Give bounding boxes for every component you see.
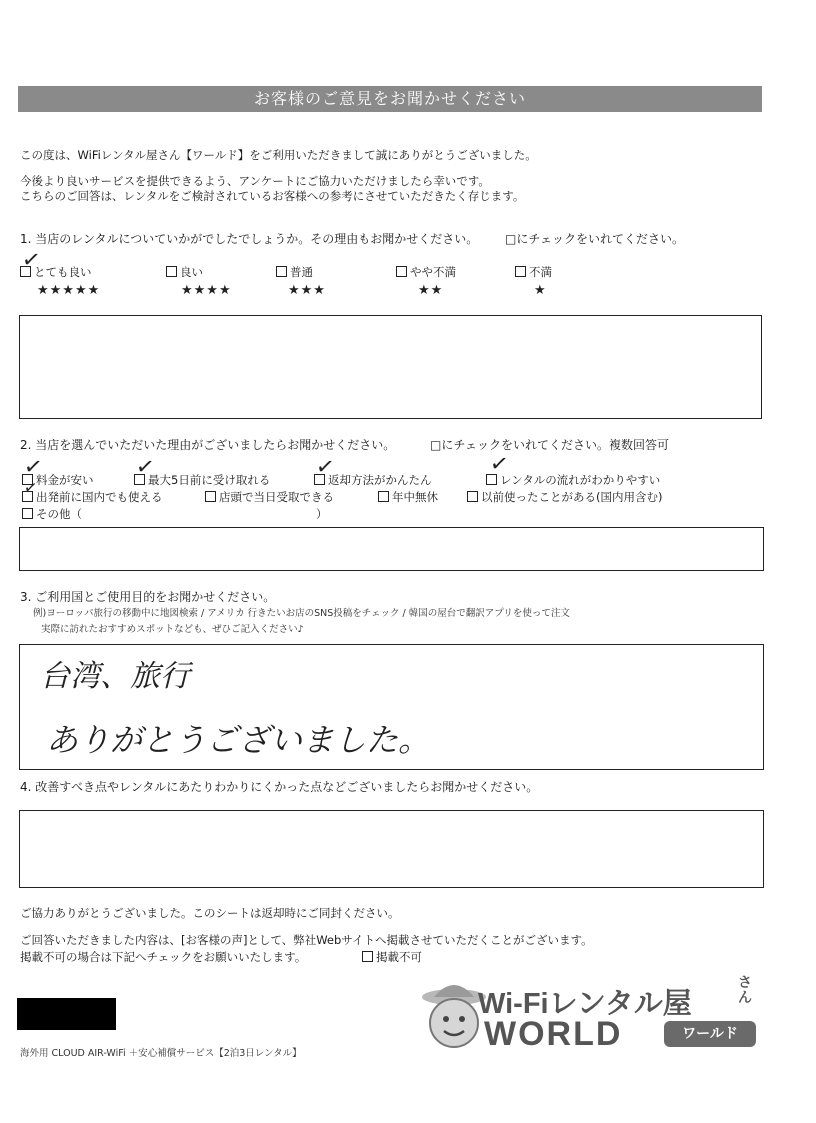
- q2-option-domestic[interactable]: 出発前に国内でも使える: [22, 490, 163, 504]
- checkbox[interactable]: [378, 491, 389, 502]
- checkbox[interactable]: [205, 491, 216, 502]
- footer-publish-note-2: 掲載不可の場合は下記へチェックをお願いいたします。: [20, 950, 307, 964]
- q2-instruction: □にチェックをいれてください。複数回答可: [430, 438, 669, 452]
- intro-line-3: こちらのご回答は、レンタルをご検討されているお客様への参考にさせていただきたく存じます。: [20, 189, 525, 203]
- q2-option-other[interactable]: その他（: [22, 507, 82, 521]
- q1-stars-3: ★★★: [288, 283, 326, 298]
- q1-option-very-good[interactable]: とても良い: [20, 265, 92, 279]
- logo-san: さん: [738, 974, 752, 1005]
- q1-option-good[interactable]: 良い: [166, 265, 203, 279]
- checkbox[interactable]: [276, 266, 287, 277]
- no-publish-option[interactable]: 掲載不可: [362, 950, 422, 964]
- q1-option-dissatisfied[interactable]: 不満: [515, 265, 552, 279]
- q2-other-close: ）: [316, 507, 328, 521]
- checkbox[interactable]: [166, 266, 177, 277]
- q1-stars-4: ★★★★: [181, 283, 232, 298]
- q2-option-used-before[interactable]: 以前使ったことがある(国内用含む): [467, 490, 662, 504]
- footer-publish-note-1: ご回答いただきました内容は、[お客様の声]として、弊社Webサイトへ掲載させていただくことがございます。: [20, 933, 593, 947]
- q3-example-1: 例)ヨーロッパ旅行の移動中に地図検索 / アメリカ 行きたいお店のSNS投稿をチェック / 韓国の屋台で翻訳アプリを使って注文: [33, 608, 570, 619]
- q3-example-2: 実際に訪れたおすすめスポットなども、ぜひご記入ください♪: [41, 624, 304, 635]
- q2-question: 2. 当店を選んでいただいた理由がございましたらお聞かせください。: [20, 438, 396, 452]
- q1-question: 1. 当店のレンタルについていかがでしたでしょうか。その理由もお聞かせください。: [20, 232, 479, 246]
- checkbox[interactable]: [396, 266, 407, 277]
- q2-answer-box[interactable]: [19, 527, 764, 571]
- q3-handwritten-answer-1: 台湾、旅行: [40, 659, 190, 694]
- q3-handwritten-answer-2: ありがとうございました。: [46, 721, 431, 759]
- checkbox[interactable]: [22, 508, 33, 519]
- company-logo: [412, 975, 764, 1055]
- q1-answer-box[interactable]: [19, 315, 762, 419]
- q1-instruction: □にチェックをいれてください。: [505, 232, 684, 246]
- checkbox[interactable]: [467, 491, 478, 502]
- form-title: お客様のご意見をお聞かせください: [18, 86, 762, 112]
- q1-stars-2: ★★: [418, 283, 444, 298]
- check-mark-icon: ✓: [22, 477, 39, 498]
- q2-option-same-day[interactable]: 店頭で当日受取できる: [205, 490, 334, 504]
- checkbox[interactable]: [515, 266, 526, 277]
- q3-answer-box[interactable]: [19, 644, 764, 770]
- q2-option-cheap[interactable]: 料金が安い: [22, 473, 94, 487]
- q1-option-normal[interactable]: 普通: [276, 265, 313, 279]
- footer-thanks: ご協力ありがとうございました。このシートは返却時にご同封ください。: [20, 906, 400, 920]
- redacted-area: [17, 998, 116, 1030]
- q1-stars-1: ★: [534, 283, 547, 298]
- check-mark-icon: ✓: [134, 453, 157, 482]
- service-description: 海外用 CLOUD AIR-WiFi ＋安心補償サービス【2泊3日レンタル】: [20, 1048, 302, 1059]
- intro-line-2: 今後より良いサービスを提供できるよう、アンケートにご協力いただけましたら幸いです。: [20, 174, 490, 188]
- q4-question: 4. 改善すべき点やレンタルにあたりわかりにくかった点などございましたらお聞かせください。: [20, 780, 539, 794]
- check-mark-icon: ✓: [314, 453, 337, 482]
- check-mark-icon: ✓: [20, 246, 43, 275]
- check-mark-icon: ✓: [22, 453, 45, 482]
- q2-option-open-year-round[interactable]: 年中無休: [378, 490, 438, 504]
- q1-option-somewhat-dissatisfied[interactable]: やや不満: [396, 265, 456, 279]
- logo-badge: ワールド: [664, 1021, 756, 1047]
- logo-line-1: Wi-Fiレンタル屋: [478, 988, 692, 1020]
- logo-line-2: WORLD: [484, 1015, 623, 1053]
- q2-option-5days[interactable]: 最大5日前に受け取れる: [134, 473, 270, 487]
- q2-option-easy-flow[interactable]: レンタルの流れがわかりやすい: [486, 473, 660, 487]
- q1-stars-5: ★★★★★: [37, 283, 101, 298]
- q2-option-easy-return[interactable]: 返却方法がかんたん: [314, 473, 432, 487]
- q3-question: 3. ご利用国とご使用目的をお聞かせください。: [20, 590, 276, 604]
- q4-answer-box[interactable]: [19, 810, 764, 888]
- checkbox[interactable]: [362, 951, 373, 962]
- intro-line-1: この度は、WiFiレンタル屋さん【ワールド】をご利用いただきまして誠にありがとうございました。: [20, 148, 537, 162]
- check-mark-icon: ✓: [488, 450, 511, 479]
